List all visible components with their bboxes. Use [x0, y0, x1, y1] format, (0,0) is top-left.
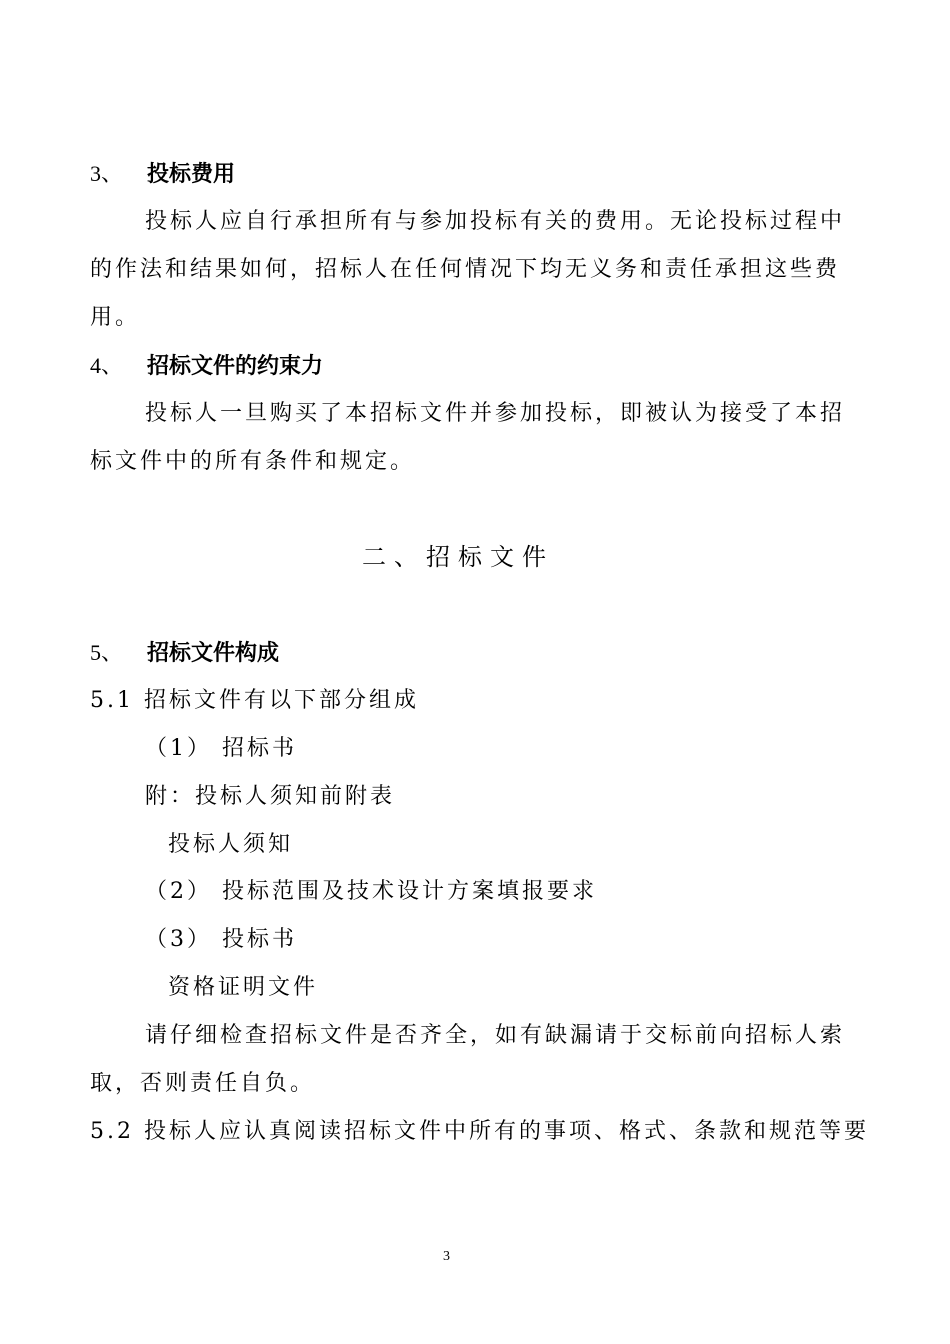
heading-4-title: 招标文件的约束力 — [147, 354, 324, 379]
heading-3 — [90, 159, 235, 190]
heading-4 — [90, 351, 323, 382]
heading-3-number: 3、 — [90, 161, 124, 186]
heading-5-title: 招标文件构成 — [147, 641, 280, 666]
para-4-line-2: 标文件中的所有条件和规定。 — [90, 449, 416, 474]
para-3-line-1: 投标人应自行承担所有与参加投标有关的费用。无论投标过程中 — [145, 209, 846, 234]
section-title: 二、招标文件 — [362, 543, 554, 571]
qualification-line: 资格证明文件 — [168, 975, 319, 1000]
page-number: 3 — [443, 1249, 450, 1264]
heading-3-title: 投标费用 — [147, 162, 236, 187]
attachment-line: 附：投标人须知前附表 — [145, 784, 396, 809]
subsection-5-2: 5.2 投标人应认真阅读招标文件中所有的事项、格式、条款和规范等要 — [90, 1119, 869, 1144]
check-line-1: 请仔细检查招标文件是否齐全，如有缺漏请于交标前向招标人索 — [145, 1023, 846, 1048]
heading-5-number: 5、 — [90, 640, 124, 665]
heading-4-number: 4、 — [90, 353, 124, 378]
para-3-line-3: 用。 — [90, 305, 141, 330]
para-3-line-2: 的作法和结果如何，招标人在任何情况下均无义务和责任承担这些费 — [90, 257, 841, 282]
list-item-3: （3） 投标书 — [145, 927, 297, 952]
para-4-line-1: 投标人一旦购买了本招标文件并参加投标，即被认为接受了本招 — [145, 401, 846, 426]
check-line-2: 取，否则责任自负。 — [90, 1071, 316, 1096]
heading-5 — [90, 638, 279, 669]
notice-line: 投标人须知 — [168, 832, 294, 857]
list-item-2: （2） 投标范围及技术设计方案填报要求 — [145, 879, 597, 904]
list-item-1: （1） 招标书 — [145, 736, 297, 761]
subsection-5-1: 5.1 招标文件有以下部分组成 — [90, 688, 419, 713]
